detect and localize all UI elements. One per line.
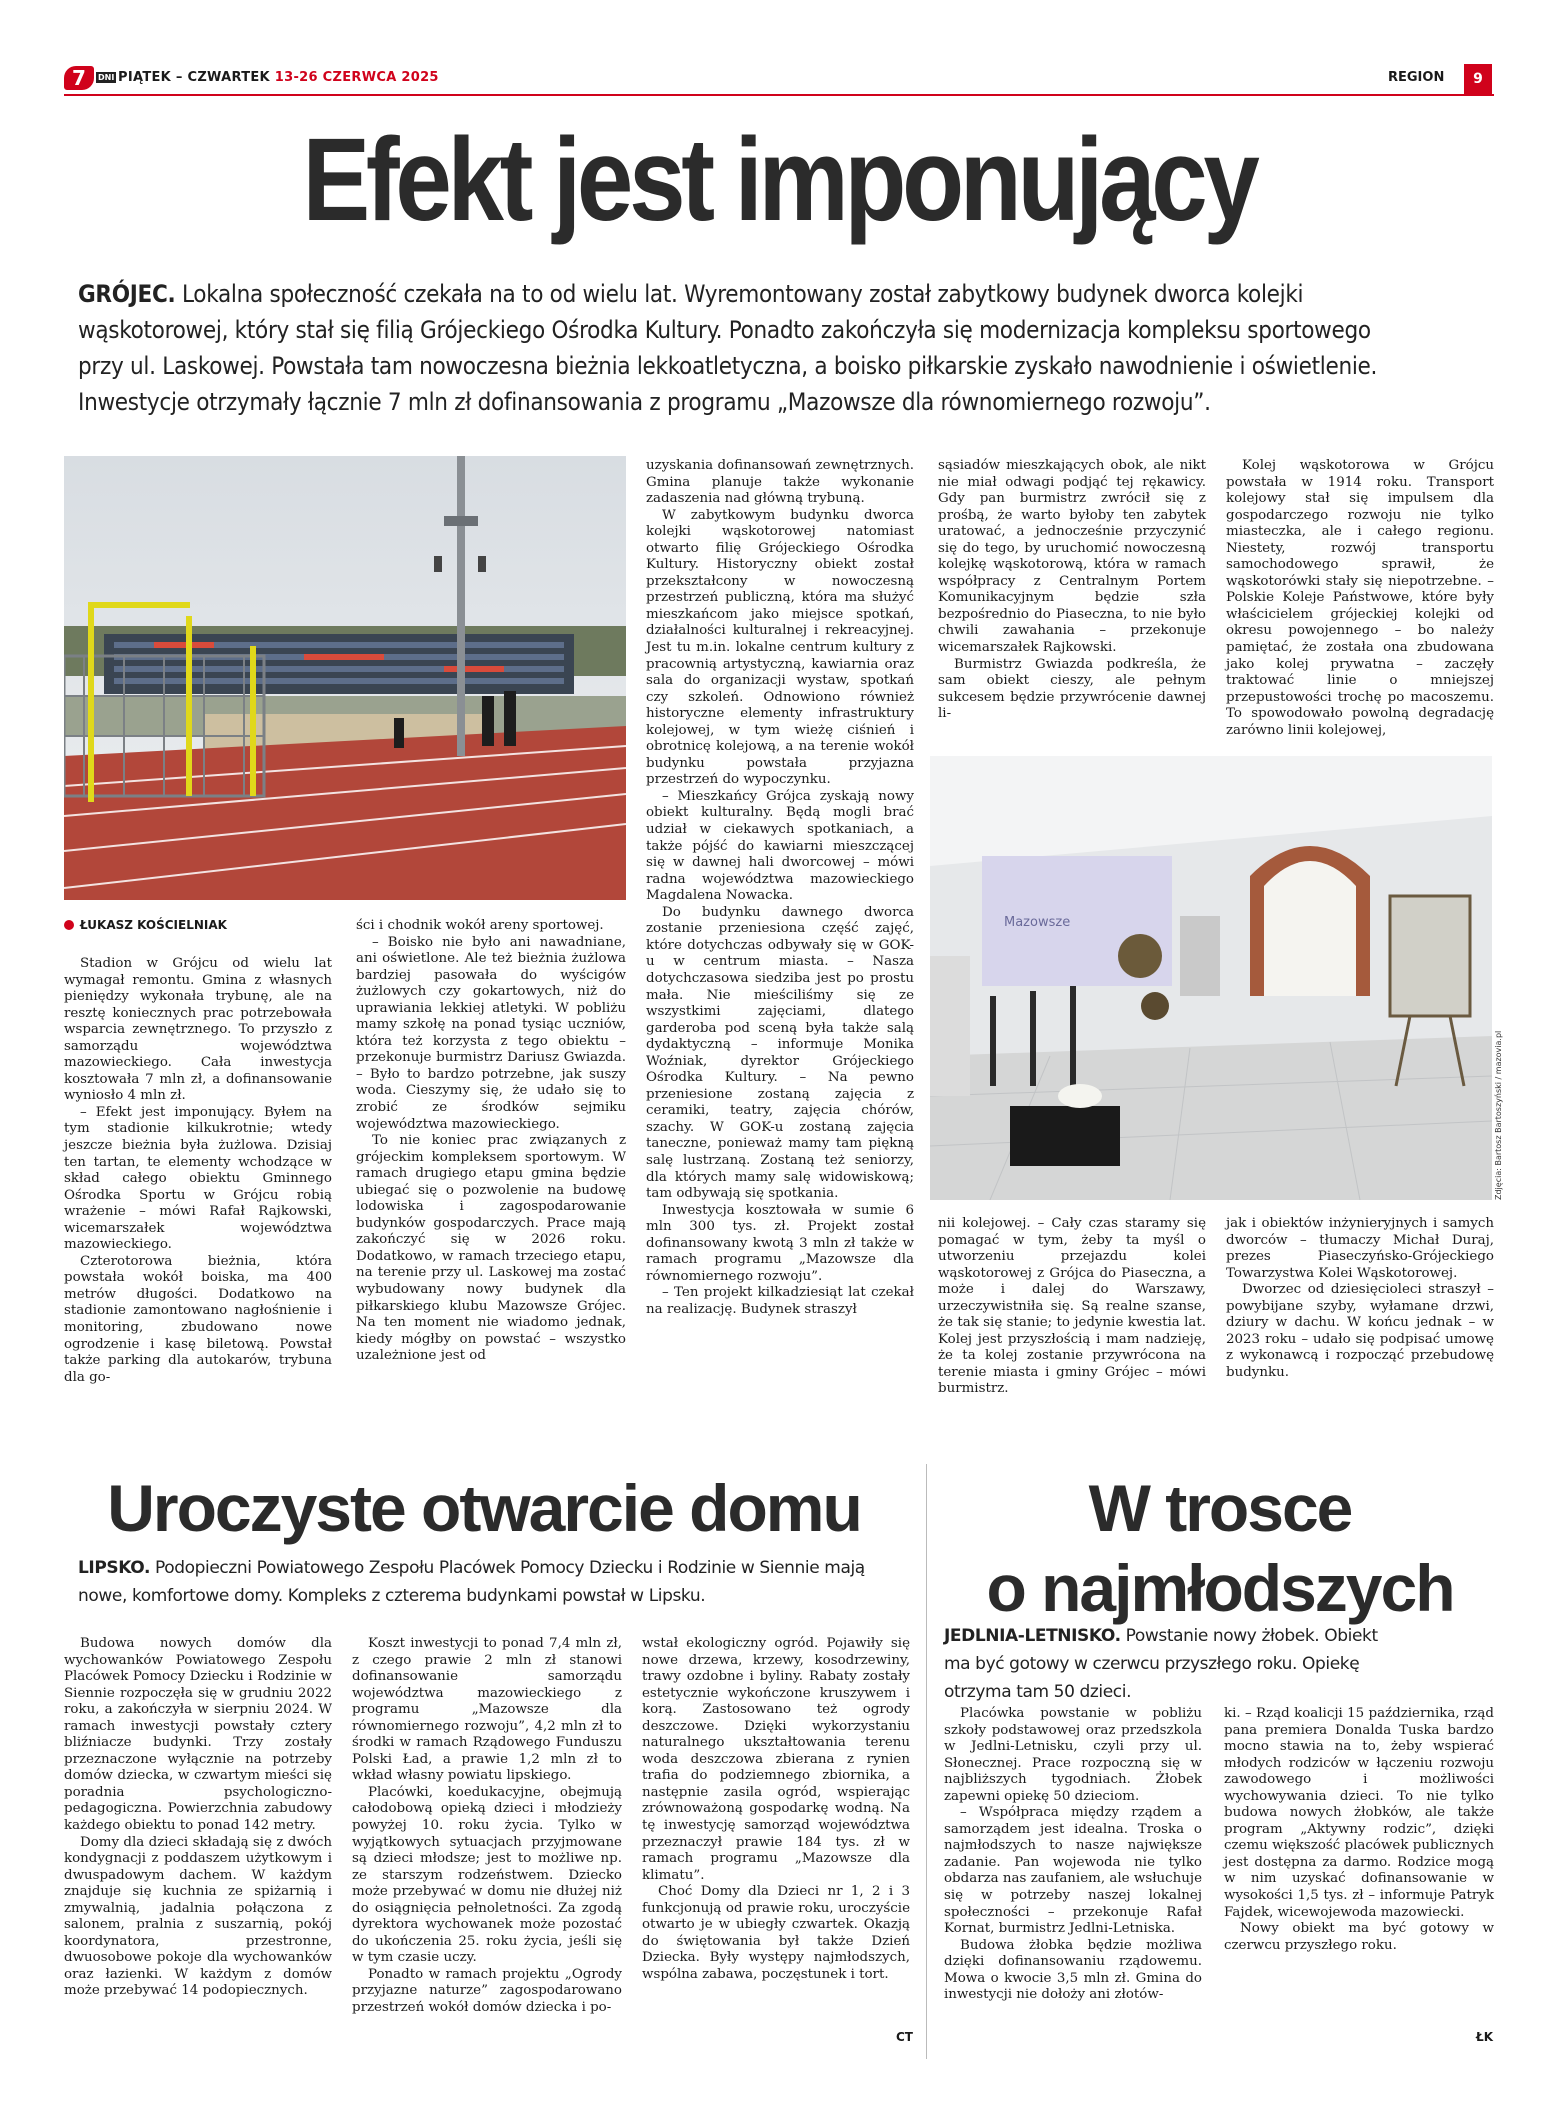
article-headline: Efekt jest imponujący <box>302 114 1256 246</box>
paragraph: ści i chodnik wokół areny sportowej. <box>356 918 604 933</box>
article2-lead: LIPSKO. Podopieczni Powiatowego Zespołu Placówek Pomocy Dziecku i Rodzinie w Siennie mają nowe, komfortowe domy. Kompleks z czterema budynkami powstał w Lipsku. <box>78 1558 865 1606</box>
byline: ŁUKASZ KOŚCIELNIAK <box>64 918 227 932</box>
article1-column-5-bottom <box>1226 1216 1494 1381</box>
article1-column-1 <box>64 956 332 1386</box>
article2-column-3 <box>642 1636 910 1983</box>
paragraph: Do budynku dawnego dworca zostanie przeniesiona część zajęć, które dotychczas odbywały się w GOK-u w centrum miasta. – Nasza dotychczasowa siedziba jest po prostu mała. Nie mieściliśmy się ze wszystkimi zajęciami, dlatego garderoba pod sceną była także salą dydaktyczną – informuje Monika Woźniak, dyrektor Grójeckiego Ośrodka Kultury. – Na pewno przeniesione zostaną zajęcia z ceramiki, teatry, zajęcia chórów, szachy. W GOK-u zostaną zajęcia taneczne, ponieważ mamy tam piękną salę lustrzaną. Zostaną też seniorzy, dla których mamy salę widowiskową; tam odbywają się spotkania. <box>646 904 914 1202</box>
byline-dot-icon <box>64 920 74 930</box>
paragraph: Domy dla dzieci składają się z dwóch kondygnacji z poddaszem użytkowym i dwuspadowym dachem. W każdym znajduje się kuchnia ze spiżarnią i zmywalnią, jadalnia połączona z salonem, pralnia z suszarnią, pokój koordynatora, przestronne, dwuosobowe pokoje dla wychowanków oraz łazienki. W każdym z domów może przebywać 14 podopiecznych. <box>64 1834 332 1999</box>
paragraph: Ponadto w ramach projektu „Ogrody przyjazne naturze” zagospodarowano przestrzeń wokół domów dziecka i po- <box>352 1966 622 2016</box>
section-label: REGION <box>1388 70 1445 85</box>
logo-sub: DNI <box>98 73 115 82</box>
paragraph: Kolej wąskotorowa w Grójcu powstała w 1914 roku. Transport kolejowy stał się impulsem dla gospodarczego rozwoju nie tylko miasteczka, ale i całego regionu. Niestety, rozwój transportu samochodowego sprawił, że wąskotorówki stały się niepotrzebne. – Polskie Koleje Państwowe, które były właścicielem grójeckiej kolejki od okresu powojennego – bo należy pamiętać, że została ona zbudowana jako kolej prywatna – zaczęły traktować linie o mniejszej przepustowości trochę po macoszemu. To spowodowało powolną degradację zarówno linii kolejowej, <box>1226 458 1494 738</box>
paragraph: Budowa nowych domów dla wychowanków Powiatowego Zespołu Placówek Pomocy Dziecku i Rodzinie w Siennie rozpoczęła się w grudniu 2022 roku, a zakończyła w sierpniu 2024. W ramach inwestycji powstały cztery bliźniacze budynki. Trzy zostały przeznaczone wyłącznie na potrzeby domów dziecka, w czwartym mieści się poradnia psychologiczno-pedagogiczna. Powierzchnia zabudowy każdego obiektu to ponad 142 metry. <box>64 1636 332 1834</box>
article2-signature: CT <box>896 2030 913 2044</box>
paragraph: wstał ekologiczny ogród. Pojawiły się nowe drzewa, krzewy, kosodrzewiny, trawy ozdobne i byliny. Rabaty zostały estetycznie wykończone kruszywem i korą. Zastosowano też ogrody deszczowe. Dzięki wykorzystaniu naturalnego ukształtowania terenu woda deszczowa zbierana z rynien trafia do podziemnego zbiornika, a następnie zasila ogród, wspierając zrównoważoną gospodarkę wodną. Na tę inwestycję samorząd województwa przeznaczył prawie 184 tys. zł w ramach programu „Mazowsze dla klimatu”. <box>642 1636 910 1883</box>
paragraph: Budowa żłobka będzie możliwa dzięki dofinansowaniu rządowemu. Mowa o kwocie 3,5 mln zł. Gmina do inwestycji nie dołoży ani złotów- <box>944 1937 1202 2003</box>
paragraph: Placówki, koedukacyjne, obejmują całodobową opieką dzieci i młodzieży powyżej 10. roku życia. Tylko w wyjątkowych sytuacjach przyjmowane są dzieci młodsze; jest to możliwe np. ze starszym rodzeństwem. Dziecko może przebywać w domu nie dłużej niż do osiągnięcia pełnoletności. Za zgodą dyrektora wychowanek może pozostać do ukończenia 25. roku życia, jeśli się w tym czasie uczy. <box>352 1784 622 1966</box>
article2-headline: Uroczyste otwarcie domu <box>107 1471 861 1545</box>
paragraph: Stadion w Grójcu od wielu lat wymagał remontu. Gmina z własnych pieniędzy wykonała trybunę, ale na resztę koniecznych prac potrzebowała wsparcia zewnętrznego. To przyszło z samorządu województwa mazowieckiego. Cała inwestycja kosztowała 7 mln zł, a dofinansowanie wyniosło 4 mln zł. <box>64 956 332 1104</box>
article1-column-5-top <box>1226 458 1494 739</box>
article3-column-2 <box>1224 1706 1494 1954</box>
issue-date: PIĄTEK – CZWARTEK 13-26 CZERWCA 2025 <box>118 70 439 85</box>
paragraph: – Mieszkańcy Grójca zyskają nowy obiekt kulturalny. Będą mogli brać udział w ciekawych spotkaniach, a także pójść do kawiarni mieszczącej się w dawnej hali dworcowej – mówi radna województwa mazowieckiego Magdalena Nowacka. <box>646 788 914 904</box>
stadium-photo <box>64 456 626 900</box>
article2-column-2 <box>352 1636 622 2017</box>
projector-text: Mazowsze <box>1004 915 1071 930</box>
paragraph: Placówka powstanie w pobliżu szkoły podstawowej oraz przedszkola w Jedlni-Letnisku, czyli przy ul. Słonecznej. Prace rozpoczną się w najbliższych tygodniach. Żłobek zapewni opiekę 50 dzieciom. <box>944 1706 1202 1804</box>
article-lead: GRÓJEC. Lokalna społeczność czekała na to od wielu lat. Wyremontowany został zabytkowy budynek dworca kolejki wąskotorowej, który stał się filią Grójeckiego Ośrodka Kultury. Ponadto zakończyła się modernizacja kompleksu sportowego przy ul. Laskowej. Powstała tam nowoczesna bieżnia lekkoatletyczna, a boisko piłkarskie zyskało nawodnienie i oświetlenie. Inwestycje otrzymały łącznie 7 mln zł dofinansowania z programu „Mazowsze dla równomiernego rozwoju”. <box>78 280 1378 416</box>
column-divider <box>926 1464 927 2059</box>
paragraph: – Ten projekt kilkadziesiąt lat czekał na realizację. Budynek straszył <box>646 1285 914 1317</box>
paragraph: jak i obiektów inżynieryjnych i samych dworców – tłumaczy Michał Duraj, prezes Piaseczyńsko-Grójeckiego Towarzystwa Kolei Wąskotorowej. <box>1226 1216 1494 1281</box>
article3-lead: JEDLNIA-LETNISKO. Powstanie nowy żłobek. Obiekt ma być gotowy w czerwcu przyszłego roku. Opiekę otrzyma tam 50 dzieci. <box>944 1626 1378 1702</box>
article1-column-3 <box>646 458 914 1318</box>
paragraph: sąsiadów mieszkających obok, ale nikt nie miał odwagi podjąć tej rękawicy. Gdy pan burmistrz zwrócił się z prośbą, że warto byłoby ten zabytek uratować, a jednocześnie przyczynić się do tego, by uruchomić nowoczesną kolejkę wąskotorową, która w ramach współpracy z Centralnym Portem Komunikacyjnym będzie szła bezpośrednio do Piaseczna, to nie było chwili zawahania – przekonuje wicemarszałek Rajkowski. <box>938 458 1206 656</box>
page-number: 9 <box>1464 64 1492 94</box>
article3-column-1 <box>944 1706 1202 2004</box>
paragraph: Burmistrz Gwiazda podkreśla, że sam obiekt cieszy, ale pełnym sukcesem będzie przywrócenie dawnej li- <box>938 656 1206 722</box>
headline-line: o najmłodszych <box>986 1551 1454 1625</box>
photo-credit: Zdjęcia: Bartosz Bartoszyński / mazovia.pl <box>1494 1030 1503 1200</box>
article3-signature: ŁK <box>1476 2030 1494 2044</box>
paragraph: – Współpraca między rządem a samorządem jest idealna. Troska o najmłodszych to nasze największe zadanie. Pan wojewoda nie tylko obdarza nas zaufaniem, ale wsłuchuje się w potrzeby naszej lokalnej społeczności – przekonuje Rafał Kornat, burmistrz Jedlni-Letniska. <box>944 1805 1202 1937</box>
article1-column-2 <box>356 918 626 1365</box>
paragraph: – Efekt jest imponujący. Byłem na tym stadionie kilkukrotnie; wtedy jeszcze bieżnia była żużlowa. Dzisiaj ten tartan, te elementy wchodzące w skład całego obiektu Gminnego Ośrodka Sportu w Grójcu robią wrażenie – mówi Rafał Rajkowski, wicemarszałek województwa mazowieckiego. <box>64 1104 332 1253</box>
paragraph: Koszt inwestycji to ponad 7,4 mln zł, z czego prawie 2 mln zł stanowi dofinansowanie samorządu województwa mazowieckiego z programu „Mazowsze dla równomiernego rozwoju”, 4,2 mln zł to środki w ramach Rządowego Funduszu Polski Ład, a prawie 1,2 mln zł to wkład własny powiatu lipskiego. <box>352 1636 622 1784</box>
paragraph: uzyskania dofinansowań zewnętrznych. Gmina planuje także wykonanie zadaszenia nad główną trybuną. <box>646 458 914 507</box>
article2-column-1 <box>64 1636 332 2000</box>
article1-column-4-bottom <box>938 1216 1206 1398</box>
paragraph: ki. – Rząd koalicji 15 października, rząd pana premiera Donalda Tuska bardzo mocno stawia na to, żeby wspierać młodych rodziców w łączeniu rozwoju zawodowego i możliwości wychowywania dzieci. To nie tylko budowa nowych żłobków, ale także program „Aktywny rodzic”, dzięki czemu większość placówek publicznych jest dostępna za darmo. Rodzice mogą w nim uzyskać dofinansowanie w wysokości 1,5 tys. zł – informuje Patryk Fajdek, wicewojewoda mazowiecki. <box>1224 1706 1494 1920</box>
paragraph: Czterotorowa bieżnia, która powstała wokół boiska, ma 400 metrów długości. Dodatkowo na stadionie zamontowano nagłośnienie i monitoring, zbudowano nowe ogrodzenie i kasę biletową. Powstał także parking dla autokarów, trybuna dla go- <box>64 1253 332 1385</box>
paragraph: Inwestycja kosztowała w sumie 6 mln 300 tys. zł. Projekt został dofinansowany kwotą 3 mln zł także w ramach programu „Mazowsze dla równomiernego rozwoju”. <box>646 1202 914 1284</box>
paragraph: To nie koniec prac związanych z grójeckim kompleksem sportowym. W ramach drugiego etapu gmina będzie ubiegać się o pozwolenie na budowę lodowiska i zagospodarowanie budynków gospodarczych. Prace mają zakończyć się w 2026 roku. Dodatkowo, w ramach trzeciego etapu, na terenie przy ul. Laskowej ma zostać wybudowany nowy budynek dla piłkarskiego klubu Mazowsze Grójec. Na ten moment nie wiadomo jednak, kiedy mógłby on powstać – wszystko uzależnione jest od <box>356 1133 626 1364</box>
paragraph: Nowy obiekt ma być gotowy w czerwcu przyszłego roku. <box>1224 1921 1494 1953</box>
article3-headline <box>940 1468 1500 1628</box>
paragraph: nii kolejowej. – Cały czas staramy się pomagać w tym, żeby ta myśl o utworzeniu przejazdu kolei wąskotorowej z Grójca do Piaseczna, a może i dalej do Warszawy, urzeczywistniła się. Są realne szanse, że tak się stanie; to jedynie kwestia lat. Kolej jest przyszłością i mam nadzieję, że ta kolej zostanie przywrócona na terenie miasta i gminy Grójec – mówi burmistrz. <box>938 1216 1206 1397</box>
paragraph: Choć Domy dla Dzieci nr 1, 2 i 3 funkcjonują od prawie roku, uroczyście otwarto je w ubiegły czwartek. Okazją do świętowania był także Dzień Dziecka. Były występy najmłodszych, wspólna zabawa, poczęstunek i tort. <box>642 1884 910 1982</box>
paragraph: Dworzec od dziesięcioleci straszył – powybijane szyby, wyłamane drzwi, dziury w dachu. W końcu jednak – w 2023 roku – udało się podpisać umowę z wykonawcą i rozpocząć przebudowę budynku. <box>1226 1282 1494 1380</box>
paragraph: – Boisko nie było ani nawadniane, ani oświetlone. Ale też bieżnia żużlowa bardziej pasowała do wyścigów żużlowych czy gokartowych, niż do uprawiania lekkiej atletyki. W pobliżu mamy szkołę na ponad tysiąc uczniów, która też korzysta z tego obiektu – przekonuje burmistrz Dariusz Gwiazda. – Było to bardzo potrzebne, jak suszy woda. Cieszymy się, że udało się to zrobić ze środków sejmiku województwa mazowieckiego. <box>356 934 626 1132</box>
article1-column-4-top <box>938 458 1206 723</box>
logo-icon: 7 <box>64 66 94 90</box>
paragraph: W zabytkowym budynku dworca kolejki wąskotorowej natomiast otwarto filię Grójeckiego Ośrodka Kultury. Historyczny obiekt został przekształcony w nowoczesną przestrzeń publiczną, która ma służyć mieszkańcom jako miejsce spotkań, działalności kulturalnej i rekreacyjnej. Jest tu m.in. lokalne centrum kultury z pracownią artystyczną, kawiarnia oraz sala do organizacji wystaw, spotkań czy szkoleń. Odnowiono również historyczne elementy infrastruktury kolejowej, w tym wieżę ciśnień i obrotnicę kolejową, a na terenie wokół budynku powstała przyjazna przestrzeń do wypoczynku. <box>646 507 914 788</box>
interior-photo <box>930 756 1492 1200</box>
headline-line: W trosce <box>1088 1471 1352 1545</box>
